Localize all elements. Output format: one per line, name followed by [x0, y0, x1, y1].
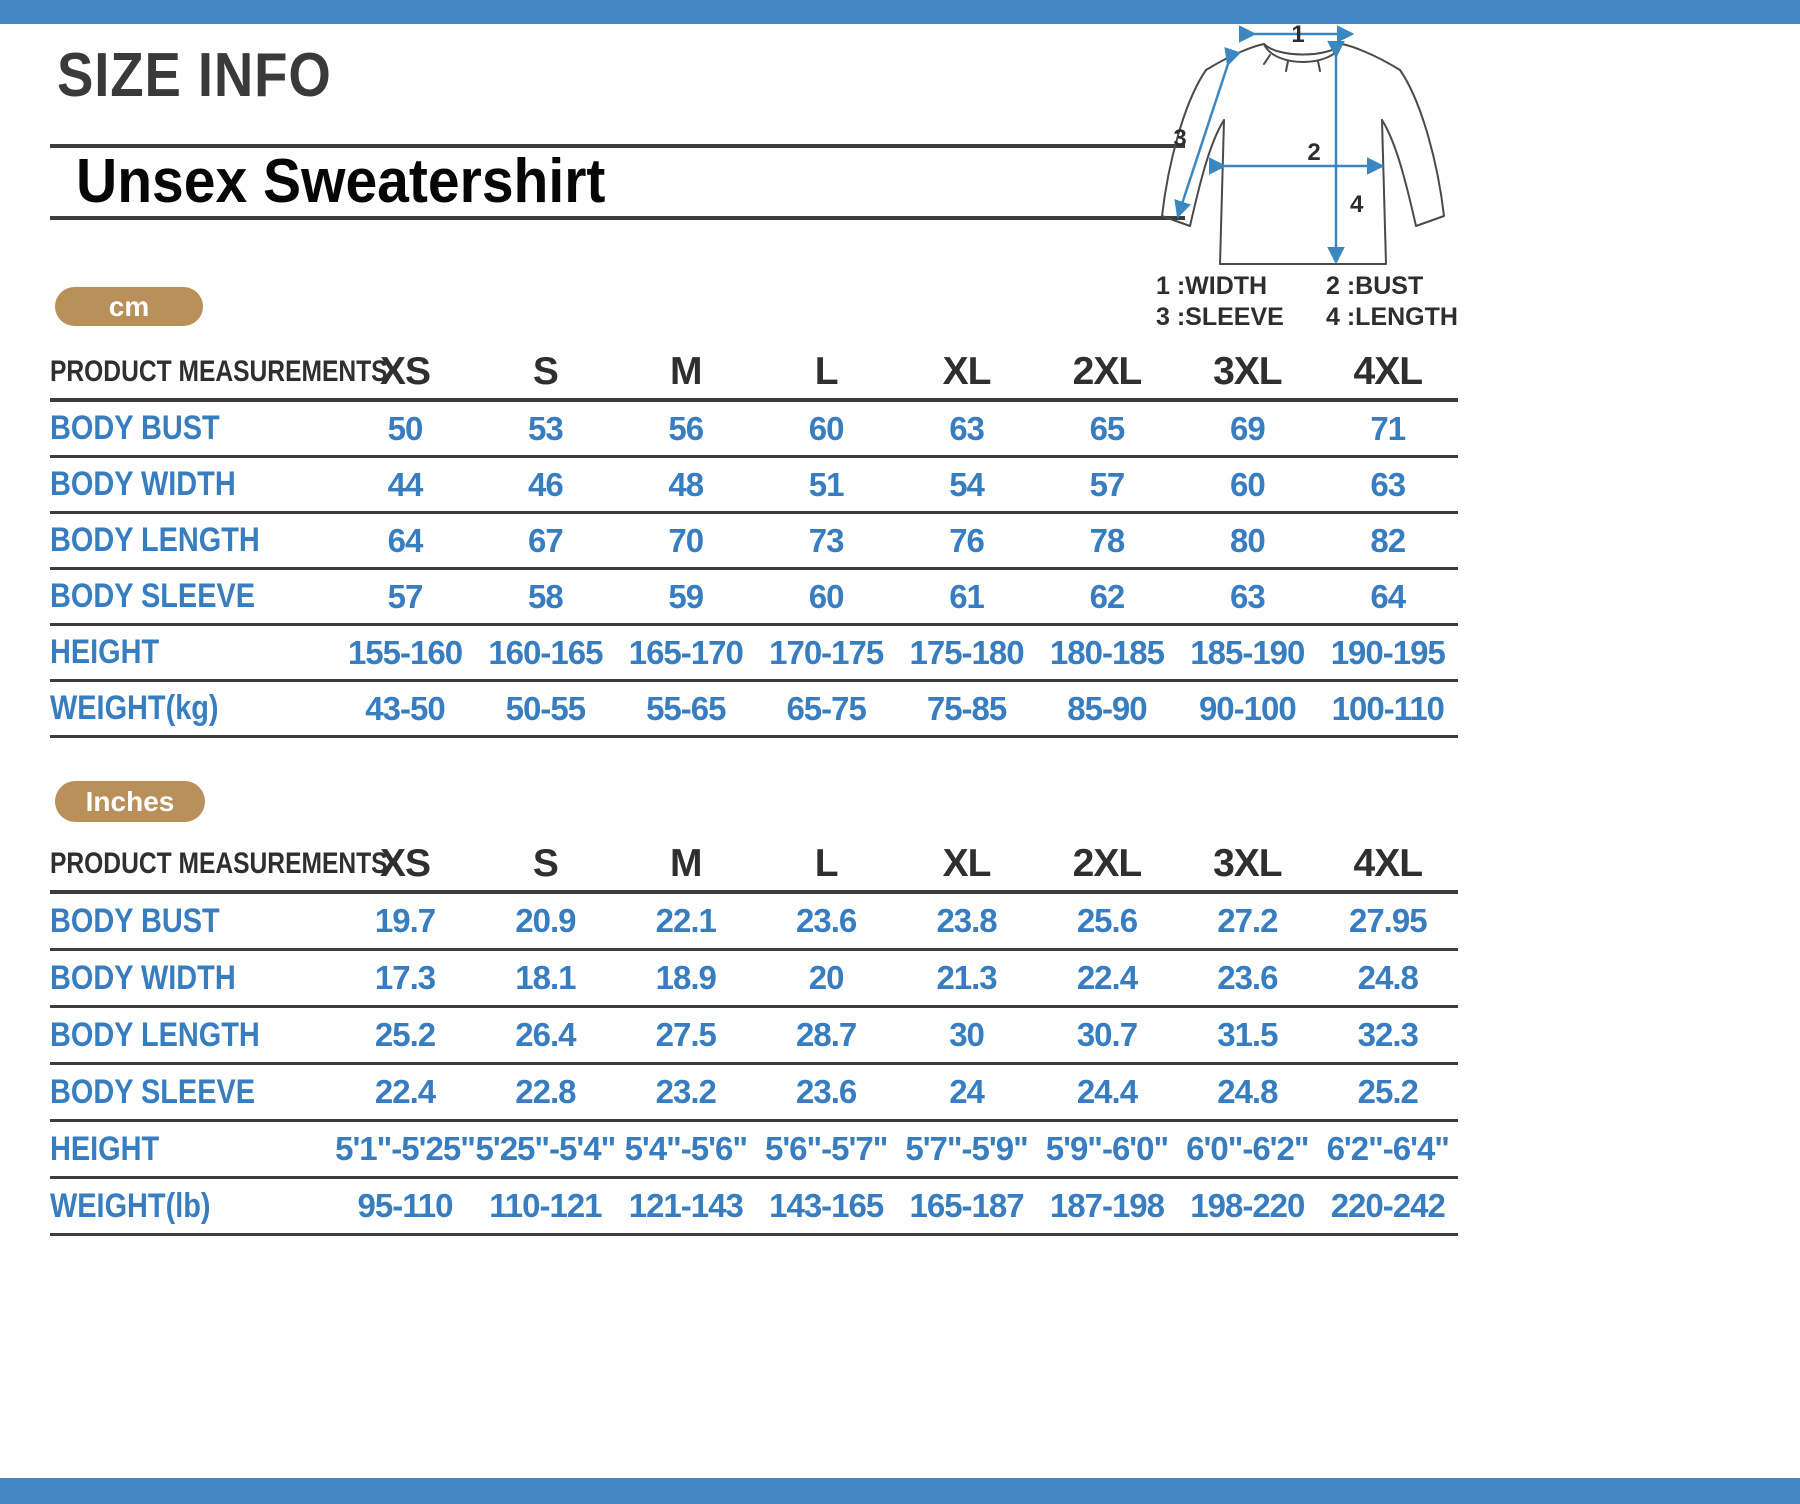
- size-value: 90-100: [1177, 681, 1317, 737]
- size-value: 57: [335, 569, 475, 625]
- size-value: 175-180: [896, 625, 1036, 681]
- table-row: [50, 625, 1458, 681]
- size-value: 60: [1177, 457, 1317, 513]
- size-value: 18.1: [475, 950, 615, 1007]
- row-label: BODY SLEEVE: [50, 1072, 256, 1111]
- bottom-accent-bar: [0, 1478, 1800, 1504]
- size-value: 5'9"-6'0": [1037, 1121, 1177, 1178]
- size-table-cm: [50, 346, 1458, 738]
- size-value: 5'6"-5'7": [756, 1121, 896, 1178]
- size-value: 78: [1037, 513, 1177, 569]
- unit-badge-cm: cm: [55, 287, 203, 326]
- size-value: 28.7: [756, 1007, 896, 1064]
- size-value: 67: [475, 513, 615, 569]
- size-value: 65: [1037, 400, 1177, 457]
- size-value: 165-170: [616, 625, 756, 681]
- column-header-size: L: [756, 346, 896, 400]
- size-value: 23.6: [1177, 950, 1317, 1007]
- product-name: Unsex Sweatershirt: [76, 147, 606, 216]
- size-value: 69: [1177, 400, 1317, 457]
- size-value: 57: [1037, 457, 1177, 513]
- column-header-size: 3XL: [1177, 838, 1317, 892]
- column-header-size: L: [756, 838, 896, 892]
- size-value: 27.5: [616, 1007, 756, 1064]
- size-value: 17.3: [335, 950, 475, 1007]
- size-value: 19.7: [335, 892, 475, 950]
- size-value: 6'0"-6'2": [1177, 1121, 1317, 1178]
- size-value: 27.95: [1318, 892, 1458, 950]
- size-value: 170-175: [756, 625, 896, 681]
- diagram-legend: [1156, 303, 1476, 332]
- size-value: 51: [756, 457, 896, 513]
- size-value: 55-65: [616, 681, 756, 737]
- size-value: 54: [896, 457, 1036, 513]
- top-accent-bar: [0, 0, 1800, 24]
- size-value: 20: [756, 950, 896, 1007]
- column-header-size: XS: [335, 838, 475, 892]
- size-value: 180-185: [1037, 625, 1177, 681]
- size-value: 5'4"-5'6": [616, 1121, 756, 1178]
- row-label: WEIGHT(kg): [50, 689, 219, 727]
- column-header-size: XS: [335, 346, 475, 400]
- row-label: BODY WIDTH: [50, 958, 236, 997]
- row-label: BODY SLEEVE: [50, 577, 256, 615]
- size-table-inches: [50, 838, 1458, 1236]
- size-value: 56: [616, 400, 756, 457]
- column-header-size: M: [616, 346, 756, 400]
- size-value: 82: [1318, 513, 1458, 569]
- size-value: 5'7"-5'9": [896, 1121, 1036, 1178]
- column-header-size: 4XL: [1318, 346, 1458, 400]
- size-value: 61: [896, 569, 1036, 625]
- size-value: 23.2: [616, 1064, 756, 1121]
- size-value: 73: [756, 513, 896, 569]
- size-value: 24.4: [1037, 1064, 1177, 1121]
- size-value: 48: [616, 457, 756, 513]
- size-value: 65-75: [756, 681, 896, 737]
- row-label: BODY BUST: [50, 409, 220, 447]
- marker-width: 1: [1291, 24, 1305, 48]
- size-value: 63: [1318, 457, 1458, 513]
- table-row: [50, 1178, 1458, 1235]
- column-header-size: 2XL: [1037, 838, 1177, 892]
- size-value: 165-187: [896, 1178, 1036, 1235]
- row-label: BODY WIDTH: [50, 465, 236, 503]
- table-row: [50, 892, 1458, 950]
- size-value: 60: [756, 400, 896, 457]
- size-value: 20.9: [475, 892, 615, 950]
- row-label: HEIGHT: [50, 1129, 160, 1168]
- size-value: 22.8: [475, 1064, 615, 1121]
- size-value: 85-90: [1037, 681, 1177, 737]
- table-row: [50, 681, 1458, 737]
- size-value: 5'1"-5'25": [335, 1121, 475, 1178]
- size-value: 53: [475, 400, 615, 457]
- size-value: 22.1: [616, 892, 756, 950]
- table-row: [50, 1007, 1458, 1064]
- size-value: 25.6: [1037, 892, 1177, 950]
- table-row: [50, 400, 1458, 457]
- legend-bust: 2 :BUST: [1326, 272, 1424, 300]
- size-value: 6'2"-6'4": [1318, 1121, 1458, 1178]
- size-value: 62: [1037, 569, 1177, 625]
- size-value: 23.6: [756, 1064, 896, 1121]
- size-value: 22.4: [335, 1064, 475, 1121]
- size-value: 60: [756, 569, 896, 625]
- size-value: 143-165: [756, 1178, 896, 1235]
- marker-length: 4: [1350, 191, 1364, 218]
- size-value: 26.4: [475, 1007, 615, 1064]
- table-row: [50, 950, 1458, 1007]
- table-row: [50, 1121, 1458, 1178]
- page-title: SIZE INFO: [57, 41, 332, 110]
- size-value: 22.4: [1037, 950, 1177, 1007]
- table-row: [50, 457, 1458, 513]
- size-value: 76: [896, 513, 1036, 569]
- size-value: 100-110: [1318, 681, 1458, 737]
- size-value: 63: [896, 400, 1036, 457]
- size-value: 44: [335, 457, 475, 513]
- size-value: 70: [616, 513, 756, 569]
- column-header-size: S: [475, 838, 615, 892]
- size-value: 187-198: [1037, 1178, 1177, 1235]
- size-value: 27.2: [1177, 892, 1317, 950]
- size-value: 5'25"-5'4": [475, 1121, 615, 1178]
- measurement-diagram: [1128, 24, 1478, 331]
- column-header-measurements: PRODUCT MEASUREMENTS: [50, 355, 388, 388]
- table-row: [50, 1064, 1458, 1121]
- table-row: [50, 513, 1458, 569]
- column-header-size: M: [616, 838, 756, 892]
- size-value: 24.8: [1318, 950, 1458, 1007]
- size-value: 25.2: [335, 1007, 475, 1064]
- size-value: 24.8: [1177, 1064, 1317, 1121]
- size-value: 160-165: [475, 625, 615, 681]
- row-label: WEIGHT(lb): [50, 1186, 211, 1225]
- size-value: 43-50: [335, 681, 475, 737]
- size-value: 46: [475, 457, 615, 513]
- size-value: 32.3: [1318, 1007, 1458, 1064]
- unit-badge-inches: Inches: [55, 781, 205, 822]
- size-value: 21.3: [896, 950, 1036, 1007]
- size-value: 25.2: [1318, 1064, 1458, 1121]
- size-value: 50: [335, 400, 475, 457]
- legend-width: 1 :WIDTH: [1156, 272, 1268, 300]
- legend-length: 4 :LENGTH: [1326, 303, 1458, 331]
- size-value: 23.8: [896, 892, 1036, 950]
- divider: [50, 216, 1185, 220]
- size-value: 63: [1177, 569, 1317, 625]
- column-header-size: S: [475, 346, 615, 400]
- size-value: 185-190: [1177, 625, 1317, 681]
- column-header-size: 3XL: [1177, 346, 1317, 400]
- size-value: 23.6: [756, 892, 896, 950]
- column-header-size: 2XL: [1037, 346, 1177, 400]
- size-value: 220-242: [1318, 1178, 1458, 1235]
- size-value: 50-55: [475, 681, 615, 737]
- size-value: 190-195: [1318, 625, 1458, 681]
- legend-sleeve: 3 :SLEEVE: [1156, 303, 1284, 331]
- size-value: 71: [1318, 400, 1458, 457]
- column-header-measurements: PRODUCT MEASUREMENTS: [50, 847, 388, 880]
- marker-bust: 2: [1307, 139, 1321, 166]
- size-value: 58: [475, 569, 615, 625]
- size-value: 80: [1177, 513, 1317, 569]
- size-value: 198-220: [1177, 1178, 1317, 1235]
- size-value: 64: [1318, 569, 1458, 625]
- size-value: 31.5: [1177, 1007, 1317, 1064]
- diagram-legend: [1156, 272, 1476, 301]
- size-value: 95-110: [335, 1178, 475, 1235]
- size-value: 24: [896, 1064, 1036, 1121]
- size-value: 110-121: [475, 1178, 615, 1235]
- table-header-row: [50, 838, 1458, 892]
- size-value: 30: [896, 1007, 1036, 1064]
- column-header-size: XL: [896, 346, 1036, 400]
- sweatshirt-outline-icon: [1128, 24, 1478, 269]
- row-label: BODY LENGTH: [50, 521, 260, 559]
- row-label: BODY LENGTH: [50, 1015, 260, 1054]
- table-header-row: [50, 346, 1458, 400]
- size-value: 155-160: [335, 625, 475, 681]
- size-value: 64: [335, 513, 475, 569]
- size-value: 30.7: [1037, 1007, 1177, 1064]
- row-label: BODY BUST: [50, 901, 220, 940]
- size-value: 75-85: [896, 681, 1036, 737]
- size-value: 121-143: [616, 1178, 756, 1235]
- marker-sleeve: 3: [1173, 125, 1187, 152]
- size-value: 59: [616, 569, 756, 625]
- column-header-size: XL: [896, 838, 1036, 892]
- table-row: [50, 569, 1458, 625]
- column-header-size: 4XL: [1318, 838, 1458, 892]
- row-label: HEIGHT: [50, 633, 160, 671]
- size-value: 18.9: [616, 950, 756, 1007]
